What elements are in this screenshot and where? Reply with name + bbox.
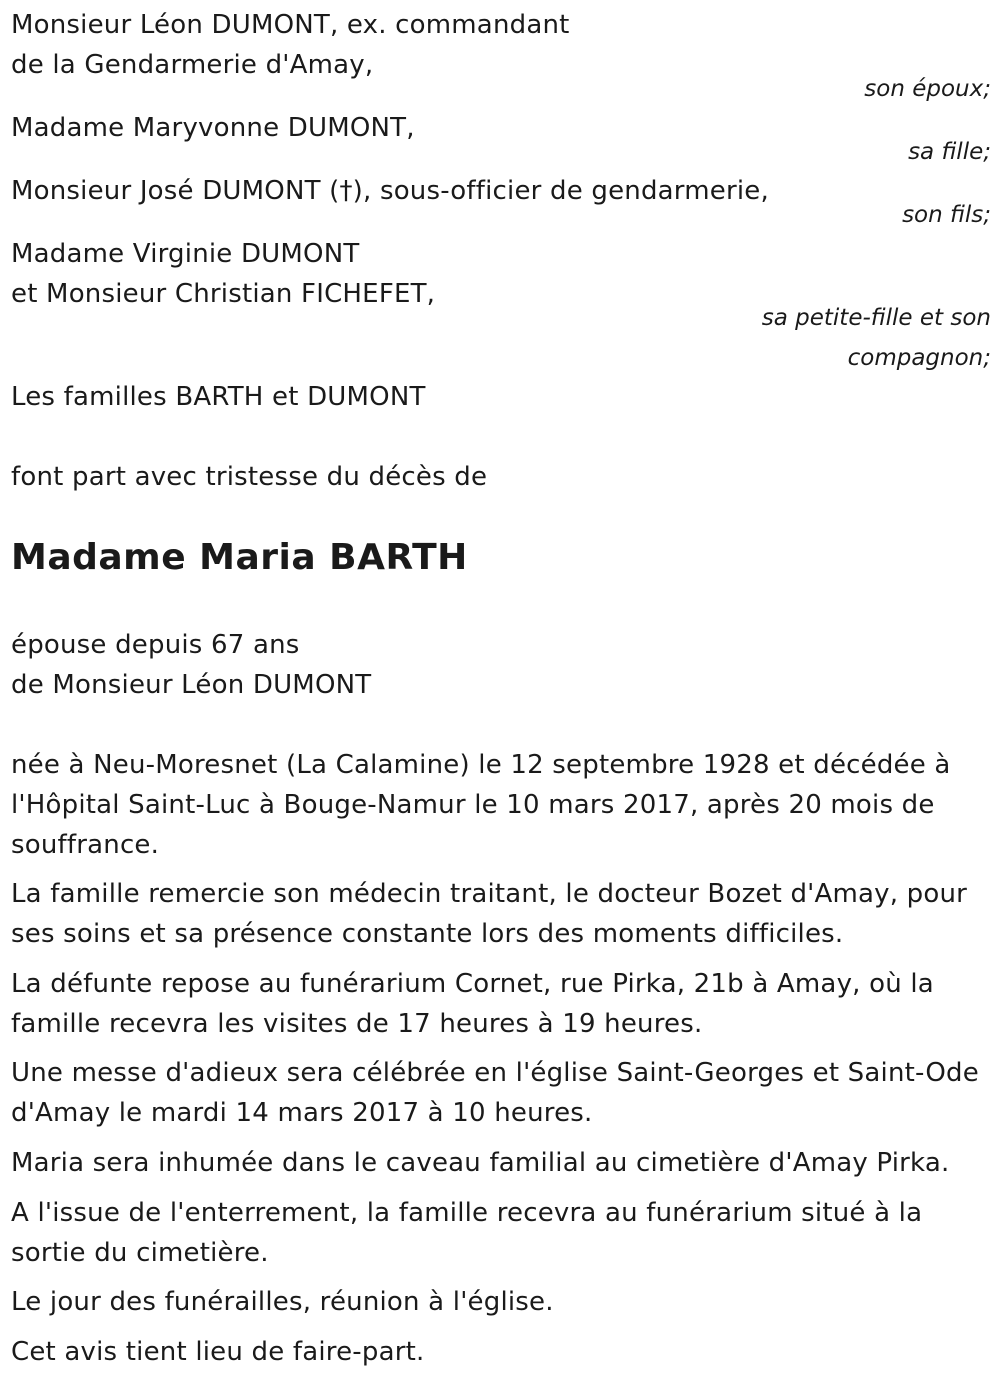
spouse-line-cont: de Monsieur Léon DUMONT — [11, 670, 372, 700]
family-line-partner: et Monsieur Christian FICHEFET, — [11, 279, 436, 309]
paragraph-birth-death: née à Neu-Moresnet (La Calamine) le 12 septembre 1928 et décédée à l'Hôpital Saint-Luc à Bouge-Namur le 10 mars 2017, après 20 mois de souffrance. — [11, 750, 951, 860]
paragraph-reception: A l'issue de l'enterrement, la famille recevra au funérarium situé à la sortie du cimetière. — [11, 1198, 923, 1268]
deceased-name: Madame Maria BARTH — [11, 537, 468, 578]
family-line-son: Monsieur José DUMONT (†), sous-officier de gendarmerie, — [11, 176, 769, 206]
family-line-spouse-cont: de la Gendarmerie d'Amay, — [11, 50, 374, 80]
family-line-families: Les familles BARTH et DUMONT — [11, 382, 426, 412]
family-line-daughter: Madame Maryvonne DUMONT, — [11, 113, 415, 143]
role-son: son fils; — [902, 202, 991, 228]
paragraph-funerarium: La défunte repose au funérarium Cornet, rue Pirka, 21b à Amay, où la famille recevra les visites de 17 heures à 19 heures. — [11, 969, 934, 1039]
spouse-line: épouse depuis 67 ans — [11, 630, 300, 660]
role-granddaughter-cont: compagnon; — [847, 345, 991, 371]
family-line-spouse: Monsieur Léon DUMONT, ex. commandant — [11, 10, 570, 40]
role-granddaughter: sa petite-fille et son — [761, 305, 991, 331]
announcement: font part avec tristesse du décès de — [11, 462, 488, 492]
paragraph-thanks: La famille remercie son médecin traitant, le docteur Bozet d'Amay, pour ses soins et sa présence constante lors des moments difficiles. — [11, 879, 968, 949]
family-line-granddaughter: Madame Virginie DUMONT — [11, 239, 360, 269]
paragraph-mass: Une messe d'adieux sera célébrée en l'église Saint-Georges et Saint-Ode d'Amay le mardi 14 mars 2017 à 10 heures. — [11, 1058, 979, 1128]
paragraph-meeting: Le jour des funérailles, réunion à l'église. — [11, 1287, 554, 1317]
role-daughter: sa fille; — [908, 139, 991, 165]
paragraph-faire-part: Cet avis tient lieu de faire-part. — [11, 1337, 425, 1367]
paragraph-burial: Maria sera inhumée dans le caveau familial au cimetière d'Amay Pirka. — [11, 1148, 950, 1178]
role-spouse: son époux; — [864, 76, 991, 102]
